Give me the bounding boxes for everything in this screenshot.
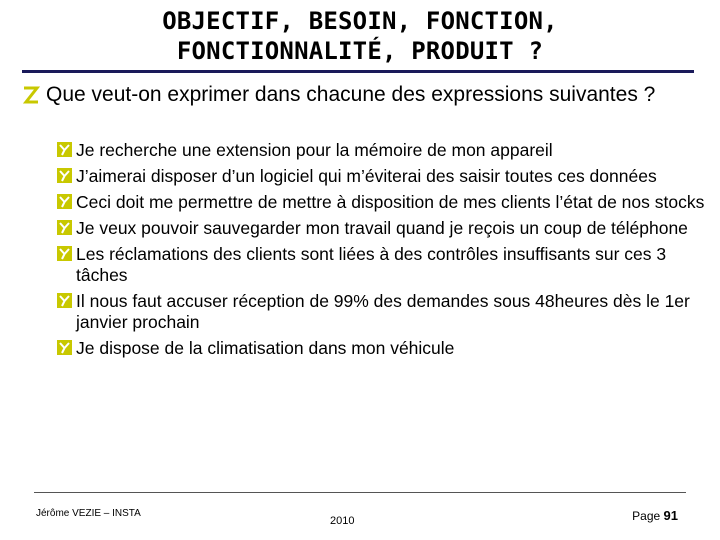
list-item bbox=[57, 338, 707, 359]
checkbox-y-bullet-icon bbox=[57, 220, 72, 235]
list-item bbox=[57, 244, 707, 286]
checkbox-y-bullet-icon bbox=[57, 168, 72, 183]
list-item-text: Il nous faut accuser réception de 99% des demandes sous 48heures dès le 1er janvier prochain bbox=[76, 291, 690, 332]
question-paragraph bbox=[22, 82, 702, 107]
list-item bbox=[57, 218, 707, 239]
slide-title-line-2: FONCTIONNALITÉ, PRODUIT ? bbox=[176, 37, 544, 65]
list-item-text: Les réclamations des clients sont liées à des contrôles insuffisants sur ces 3 tâches bbox=[76, 244, 667, 285]
footer-year: 2010 bbox=[330, 515, 355, 527]
list-item-text: Je dispose de la climatisation dans mon véhicule bbox=[76, 338, 455, 358]
list-item-text: Je recherche une extension pour la mémoire de mon appareil bbox=[76, 140, 553, 160]
list-item bbox=[57, 166, 707, 187]
list-item bbox=[57, 291, 707, 333]
page-number: 91 bbox=[663, 508, 678, 523]
question-text: Que veut-on exprimer dans chacune des expressions suivantes ? bbox=[46, 83, 656, 106]
list-item-text: Je veux pouvoir sauvegarder mon travail quand je reçois un coup de téléphone bbox=[76, 218, 688, 238]
list-item bbox=[57, 192, 707, 213]
title-underline bbox=[22, 70, 694, 73]
footer-divider bbox=[34, 492, 686, 493]
footer-author: Jérôme VEZIE – INSTA bbox=[36, 508, 141, 519]
checkbox-y-bullet-icon bbox=[57, 194, 72, 209]
slide-title-line-1: OBJECTIF, BESOIN, FONCTION, bbox=[162, 7, 558, 35]
list-item-text: Ceci doit me permettre de mettre à disposition de mes clients l’état de nos stocks bbox=[76, 192, 705, 212]
list-item bbox=[57, 140, 707, 161]
z-bullet-icon bbox=[22, 82, 40, 106]
example-list bbox=[57, 140, 707, 364]
checkbox-y-bullet-icon bbox=[57, 340, 72, 355]
page-label: Page bbox=[632, 509, 661, 523]
slide-title bbox=[0, 6, 720, 66]
list-item-text: J’aimerai disposer d’un logiciel qui m’éviterai des saisir toutes ces données bbox=[76, 166, 657, 186]
checkbox-y-bullet-icon bbox=[57, 246, 72, 261]
checkbox-y-bullet-icon bbox=[57, 293, 72, 308]
checkbox-y-bullet-icon bbox=[57, 142, 72, 157]
footer-page-number bbox=[632, 508, 678, 523]
